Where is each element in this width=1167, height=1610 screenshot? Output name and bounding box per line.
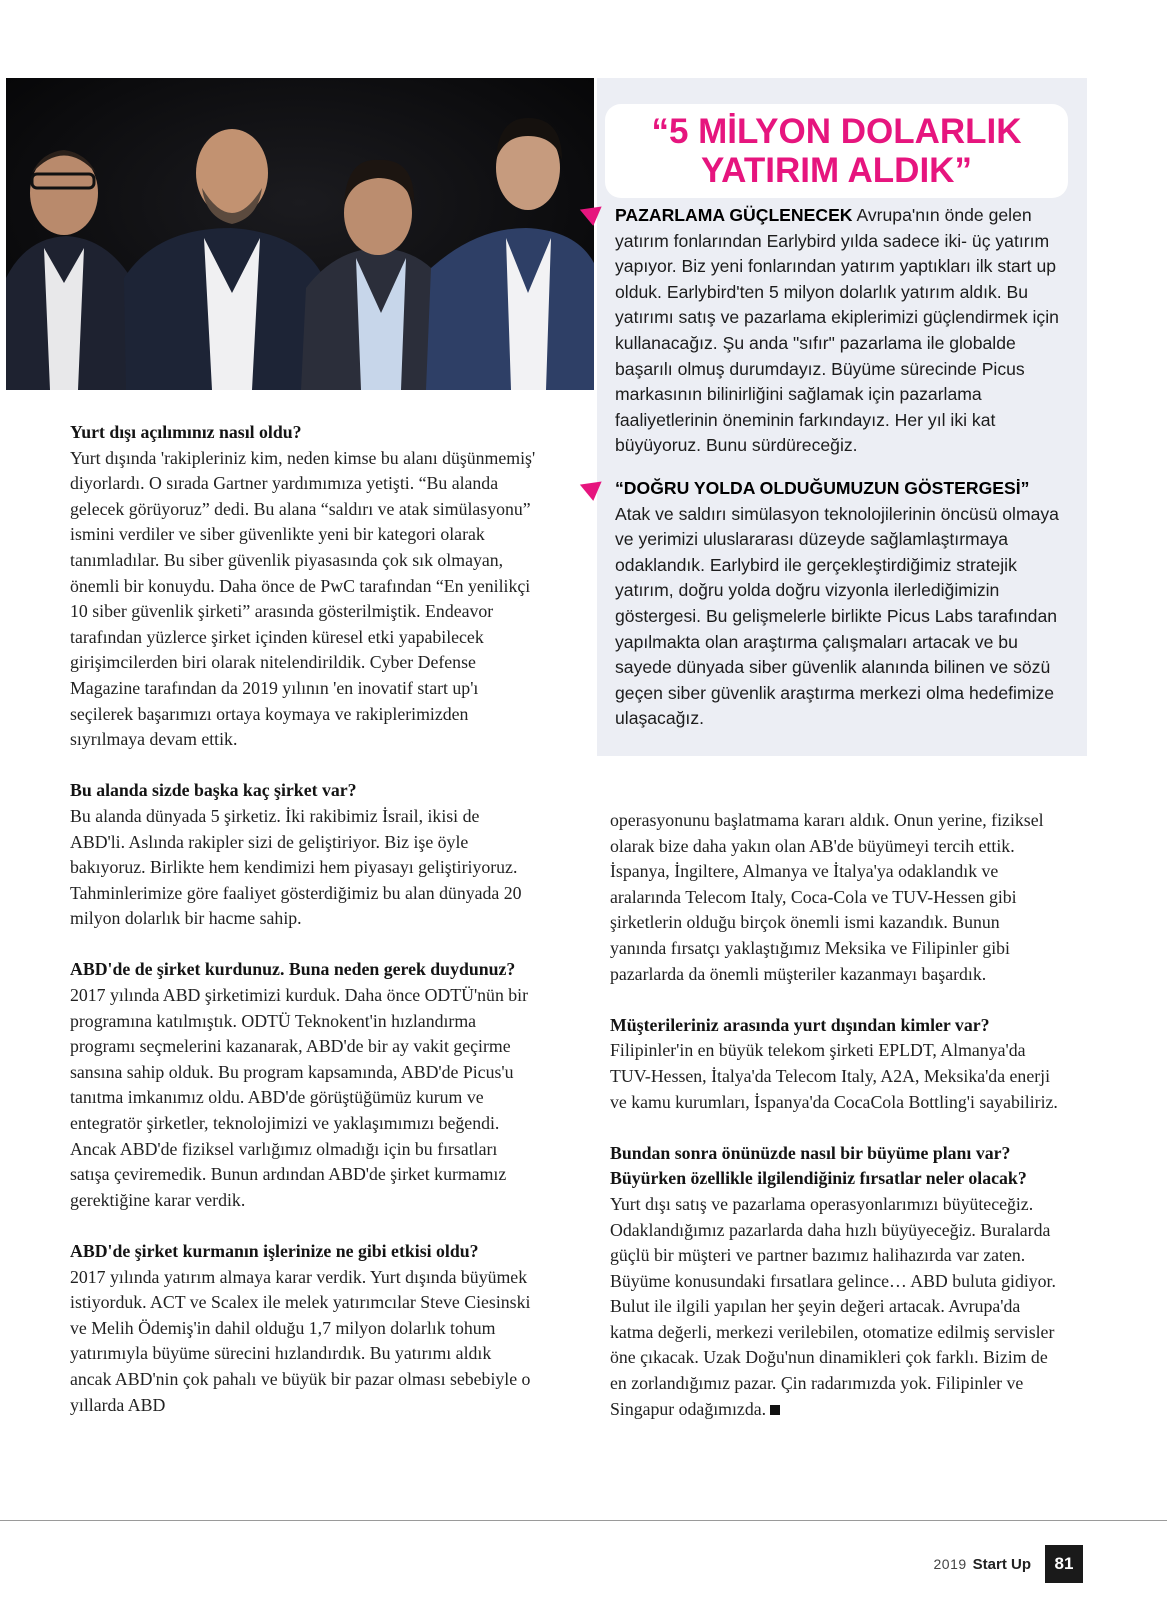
- sidebar-section-1-body: Avrupa'nın önde gelen yatırım fonlarından Earlybird yılda sadece iki- üç yatırım yapıyor. Biz yeni fonlarından yatırım yaptıkları ilk start up olduk. Earlybird'ten 5 milyon dolarlık yatırım aldık. Bu yatırımı satış ve pazarlama ekiplerimizi güçlendirmek için kullanacağız. Şu anda "sıfır" pazarlama ile globalde başarılı olmuş durumdayız. Büyüme sürecinde Picus markasının bilinirliğini sağlamak için pazarlama faaliyetlerinin öneminin farkındayız. Her yıl iki kat büyüyoruz. Bunu sürdüreceğiz.: [615, 205, 1059, 456]
- page-footer: [934, 1545, 1084, 1583]
- team-photo-illustration: [6, 78, 594, 390]
- question: ABD'de de şirket kurdunuz. Buna neden gerek duydunuz?: [70, 959, 516, 980]
- section-marker-icon: [580, 482, 604, 503]
- qa-block: [610, 1141, 1060, 1423]
- answer: Yurt dışında 'rakipleriniz kim, neden kimse bu alanı düşünmemiş' diyorlardı. O sırada Gartner yardımımıza yetişti. “Bu alanda gelecek görüyoruz” dedi. Bu alana “saldırı ve atak simülasyonu” ismini verdiler ve siber güvenlikte yeni bir kategori olarak tanımladılar. Bu siber güvenlik piyasasında çok sık olmayan, önemli bir konuydu. Daha önce de PwC tarafından “En yenilikçi 10 siber güvenlik şirketi” arasında gösterilmiştik. Endeavor tarafından yüzlerce şirket içinden küresel etki yapabilecek girişimcilerden biri olarak nitelendirildik. Cyber Defense Magazine tarafından da 2019 yılının 'en inovatif start up'ı seçilerek başarımızı ortaya koymaya ve rakiplerimizden sıyrılmaya devam ettik.: [70, 447, 536, 750]
- qa-block: [70, 957, 537, 1213]
- footer-magazine-name: Start Up: [972, 1555, 1031, 1573]
- answer: Bu alanda dünyada 5 şirketiz. İki rakibimiz İsrail, ikisi de ABD'li. Aslında rakipler sizi de geliştiriyor. Biz işe öyle bakıyoruz. Birlikte hem kendimizi hem piyasayı geliştiriyoruz. Tahminlerimize göre faaliyet gösterdiğimiz bu alan dünyada 20 milyon dolarlık bir hacme sahip.: [70, 805, 522, 929]
- answer: Filipinler'in en büyük telekom şirketi EPLDT, Almanya'da TUV-Hessen, İtalya'da Telecom Italy, A2A, Meksika'da enerji ve kamu kurumları, İspanya'da CocaCola Bottling'i sayabiliriz.: [610, 1040, 1058, 1112]
- right-column: [610, 808, 1060, 1448]
- qa-block: [70, 1239, 537, 1418]
- question: Bundan sonra önünüzde nasıl bir büyüme planı var? Büyürken özellikle ilgilendiğiniz fırsatlar neler olacak?: [610, 1142, 1027, 1189]
- question: Müşterileriniz arasında yurt dışından kimler var?: [610, 1014, 990, 1035]
- qa-block: [610, 1013, 1060, 1115]
- answer: 2017 yılında ABD şirketimizi kurduk. Daha önce ODTÜ'nün bir programına katılmıştık. ODTÜ Teknokent'in hızlandırma programı seçmelerini kazanarak, ABD'de bir ay vakit geçirme sansına sahip olduk. Bu program kapsamında, ABD'de Picus'u tanıtma imkanımız oldu. ABD'de görüştüğümüz kurum ve entegratör şirketler, teknolojimizi ve yaklaşımımızı beğendi. Ancak ABD'de fiziksel varlığımız olmadığı için bu fırsatları satışa çeviremedik. Bunun ardından ABD'de şirket kurmamız gerektiğine karar verdik.: [70, 985, 529, 1210]
- sidebar-section-1-head: PAZARLAMA GÜÇLENECEK: [615, 205, 853, 225]
- end-mark-icon: [770, 1405, 780, 1415]
- qa-block: [70, 420, 537, 753]
- qa-block: [70, 778, 537, 932]
- sidebar-section-2-head: “DOĞRU YOLDA OLDUĞUMUZUN GÖSTERGESİ”: [615, 478, 1030, 498]
- section-marker-icon: [580, 207, 604, 228]
- question: Bu alanda sizde başka kaç şirket var?: [70, 780, 357, 801]
- page-number: 81: [1045, 1545, 1083, 1583]
- question: Yurt dışı açılımınız nasıl oldu?: [70, 422, 302, 442]
- sidebar-title: [605, 112, 1068, 190]
- answer: 2017 yılında yatırım almaya karar verdik. Yurt dışında büyümek istiyorduk. ACT ve Scalex ile melek yatırımcılar Steve Ciesinski ve Melih Ödemiş'in dahil olduğu 1,7 milyon dolarlık tohum yatırımıyla büyüme sürecini hızlandırdık. Bu yatırımı aldık ancak ABD'nin çok pahalı ve büyük bir pazar olması sebebiyle o yıllarda ABD: [70, 1266, 531, 1415]
- continuation-paragraph: operasyonunu başlatmama kararı aldık. Onun yerine, fiziksel olarak bize daha yakın olan AB'de büyümeyi tercih ettik. İspanya, İngiltere, Almanya ve İtalya'ya odaklandık ve aralarında Telecom Italy, Coca-Cola ve TUV-Hessen gibi şirketlerin olduğu birçok önemli ismi kazandık. Bunun yanında fırsatçı yaklaştığımız Meksika ve Filipinler gibi pazarlarda da önemli müşteriler kazanmayı başardık.: [610, 810, 1044, 984]
- sidebar-section-2: [615, 476, 1060, 732]
- sidebar-section-1: [615, 203, 1060, 459]
- sidebar-title-line2: YATIRIM ALDIK”: [701, 151, 972, 190]
- left-column: [70, 420, 537, 1444]
- team-photo: [6, 78, 594, 390]
- answer: Yurt dışı satış ve pazarlama operasyonlarımızı büyüteceğiz. Odaklandığımız pazarlarda daha hızlı büyüyeceğiz. Buralarda güçlü bir müşteri ve partner bazımız halihazırda var zaten. Büyüme konusundaki fırsatlara gelince… ABD buluta gidiyor. Bulut ile ilgili yapılan her şeyin değeri artacak. Avrupa'da katma değerli, merkezi verilebilen, otomatize edilmiş servisler öne çıkacak. Uzak Doğu'nun dinamikleri çok farklı. Bizim de en zorlandığımız pazar. Çin radarımızda yok. Filipinler ve Singapur odağımızda.: [610, 1193, 1056, 1419]
- footer-year: 2019: [933, 1556, 967, 1572]
- question: ABD'de şirket kurmanın işlerinize ne gibi etkisi oldu?: [70, 1241, 479, 1261]
- sidebar-section-2-body: Atak ve saldırı simülasyon teknolojilerinin öncüsü olmaya ve yerimizi uluslararası düzeyde sağlamlaştırmaya odaklandık. Earlybird ile gerçekleştirdiğimiz stratejik yatırım, doğru yolda doğru vizyonla ilerlediğimizin göstergesi. Bu gelişmelerle birlikte Picus Labs tarafından yapılmakta olan araştırma çalışmaları artacak ve bu sayede dünyada siber güvenlik alanında bilinen ve sözü geçen siber güvenlik araştırma merkezi olma hedefimize ulaşacağız.: [615, 503, 1059, 729]
- sidebar-title-line1: “5 MİLYON DOLARLIK: [651, 112, 1022, 151]
- footer-divider: [0, 1520, 1167, 1521]
